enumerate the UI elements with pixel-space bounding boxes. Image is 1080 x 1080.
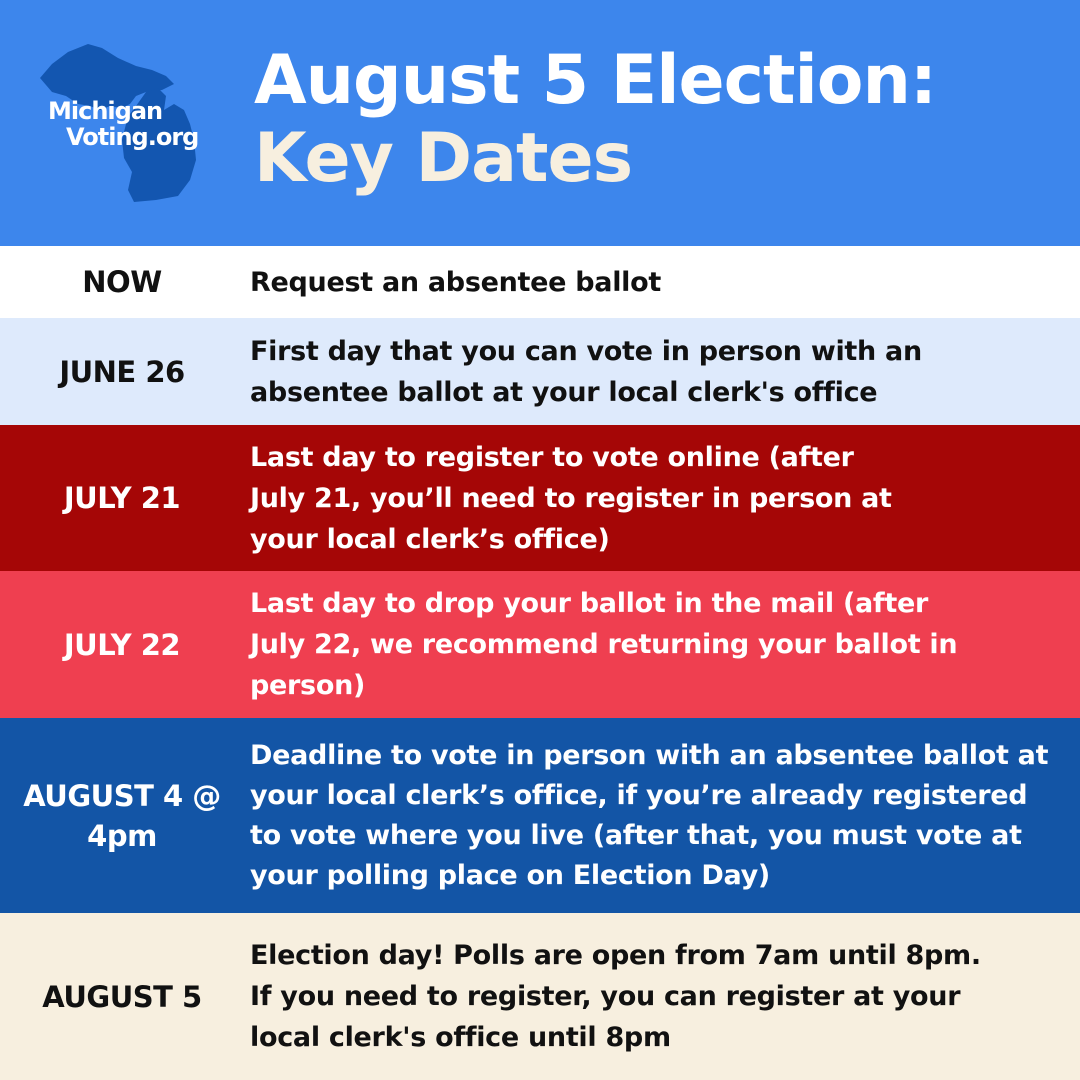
date-description [250,571,990,718]
title-line-2: Key Dates [254,119,633,198]
date-description [250,913,1000,1080]
logo-line-1: Michigan [48,97,163,125]
description-text: Last day to register to vote online (after July 21, you’ll need to register in person at your local clerk’s office) [250,441,892,555]
logo-line-2: Voting.org [66,123,199,151]
date-description [250,246,1060,318]
description-text: Election day! Polls are open from 7am until 8pm. If you need to register, you can register at your local clerk's office until 8pm [250,940,981,1053]
date-label: JULY 22 [63,627,181,662]
date-description [250,718,1060,913]
date-row-now [0,246,1080,318]
date-row-august-4 [0,718,1080,913]
date-description [250,318,1080,425]
date-label: AUGUST 5 [42,979,202,1014]
logo-wordmark [40,98,240,150]
date-row-july-22 [0,571,1080,718]
date-label: JULY 21 [63,481,181,515]
date-row-july-21 [0,425,1080,571]
title-line-1: August 5 Election: [254,41,937,120]
header-banner [0,0,1080,246]
date-row-august-5 [0,913,1080,1080]
page-title [254,42,936,198]
date-description [250,425,1060,571]
description-text: Last day to drop your ballot in the mail (after July 22, we recommend returning your ballot in person) [250,588,958,701]
description-text: Deadline to vote in person with an absentee ballot at your local clerk’s office, if you’re already registered to vote where you live (after that, you must vote at your polling place on Election Day) [250,739,1049,891]
date-row-june-26 [0,318,1080,425]
date-label: NOW [82,265,162,299]
michigan-voting-logo [38,40,208,206]
date-label: JUNE 26 [59,354,185,389]
description-text: Request an absentee ballot [250,266,661,298]
description-text: First day that you can vote in person with an absentee ballot at your local clerk's office [250,335,922,408]
date-label: AUGUST 4 @ 4pm [23,778,221,853]
